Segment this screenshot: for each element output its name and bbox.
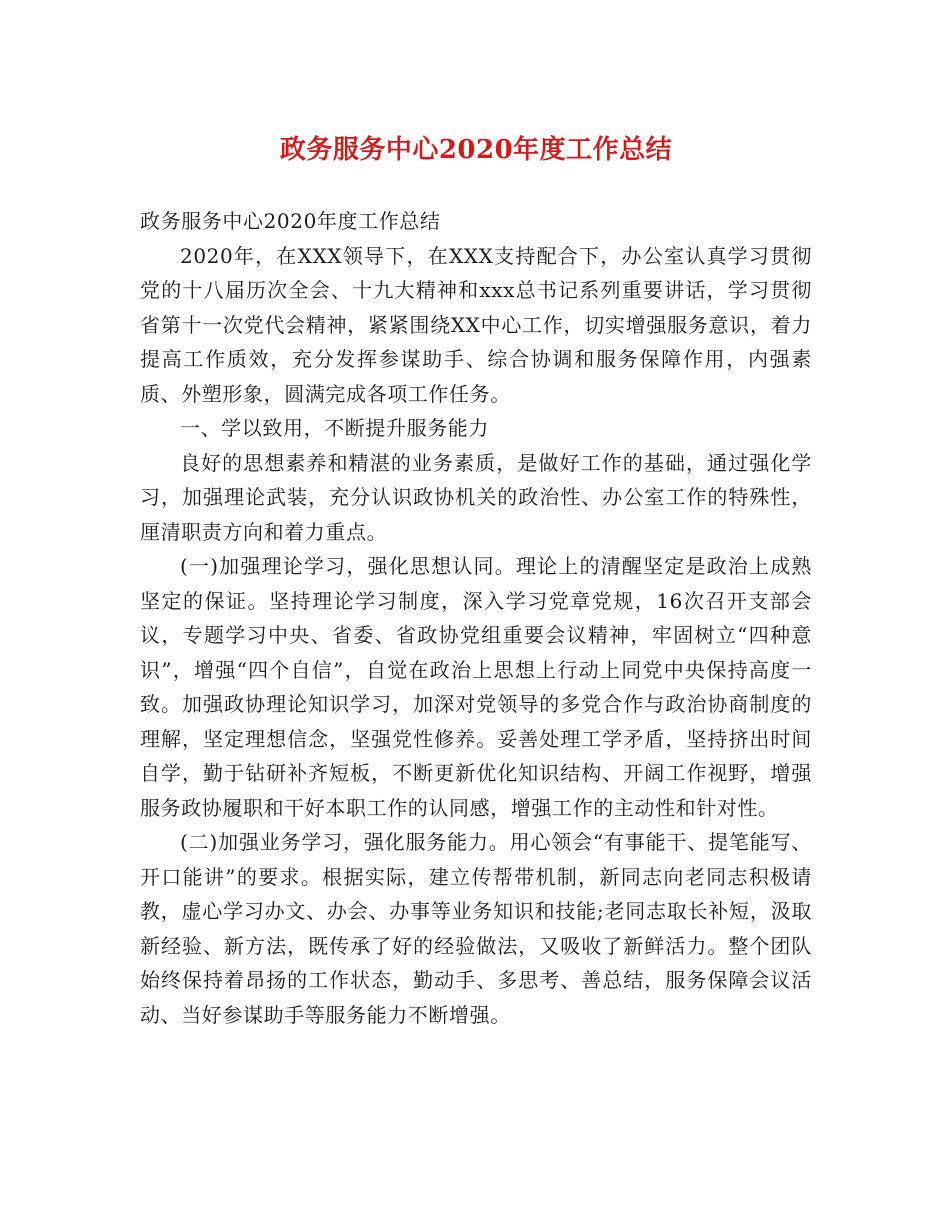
document-body — [140, 204, 812, 1032]
body-paragraph: 良好的思想素养和精湛的业务素质，是做好工作的基础，通过强化学习，加强理论武装，充分认识政协机关的政治性、办公室工作的特殊性，厘清职责方向和着力重点。 — [140, 450, 812, 544]
body-paragraph: (一)加强理论学习，强化思想认同。理论上的清醒坚定是政治上成熟坚定的保证。坚持理论学习制度，深入学习党章党规，16次召开支部会议，专题学习中央、省委、省政协党组重要会议精神，牢固树立“四种意识”，增强“四个自信”，自觉在政治上思想上行动上同党中央保持高度一致。加强政协理论知识学习，加深对党领导的多党合作与政治协商制度的理解，坚定理想信念，坚强党性修养。妥善处理工学矛盾，坚持挤出时间自学，勤于钻研补齐短板，不断更新优化知识结构、开阔工作视野，增强服务政协履职和干好本职工作的认同感，增强工作的主动性和针对性。 — [140, 554, 812, 820]
body-paragraph: (二)加强业务学习，强化服务能力。用心领会“有事能干、提笔能写、开口能讲”的要求。根据实际，建立传帮带机制，新同志向老同志积极请教，虚心学习办文、办会、办事等业务知识和技能;老同志取长补短，汲取新经验、新方法，既传承了好的经验做法，又吸收了新鲜活力。整个团队始终保持着昂扬的工作状态，勤动手、多思考、善总结，服务保障会议活动、当好参谋助手等服务能力不断增强。 — [140, 830, 812, 1027]
document-title: 政务服务中心2020年度工作总结 — [279, 135, 673, 165]
body-paragraph: 2020年，在XXX领导下，在XXX支持配合下，办公室认真学习贯彻党的十八届历次全会、十九大精神和xxx总书记系列重要讲话，学习贯彻省第十一次党代会精神，紧紧围绕XX中心工作，切实增强服务意识，着力提高工作质效，充分发挥参谋助手、综合协调和服务保障作用，内强素质、外塑形象，圆满完成各项工作任务。 — [140, 243, 812, 406]
section-heading: 一、学以致用，不断提升服务能力 — [180, 416, 489, 440]
body-paragraph: 政务服务中心2020年度工作总结 — [140, 209, 441, 233]
